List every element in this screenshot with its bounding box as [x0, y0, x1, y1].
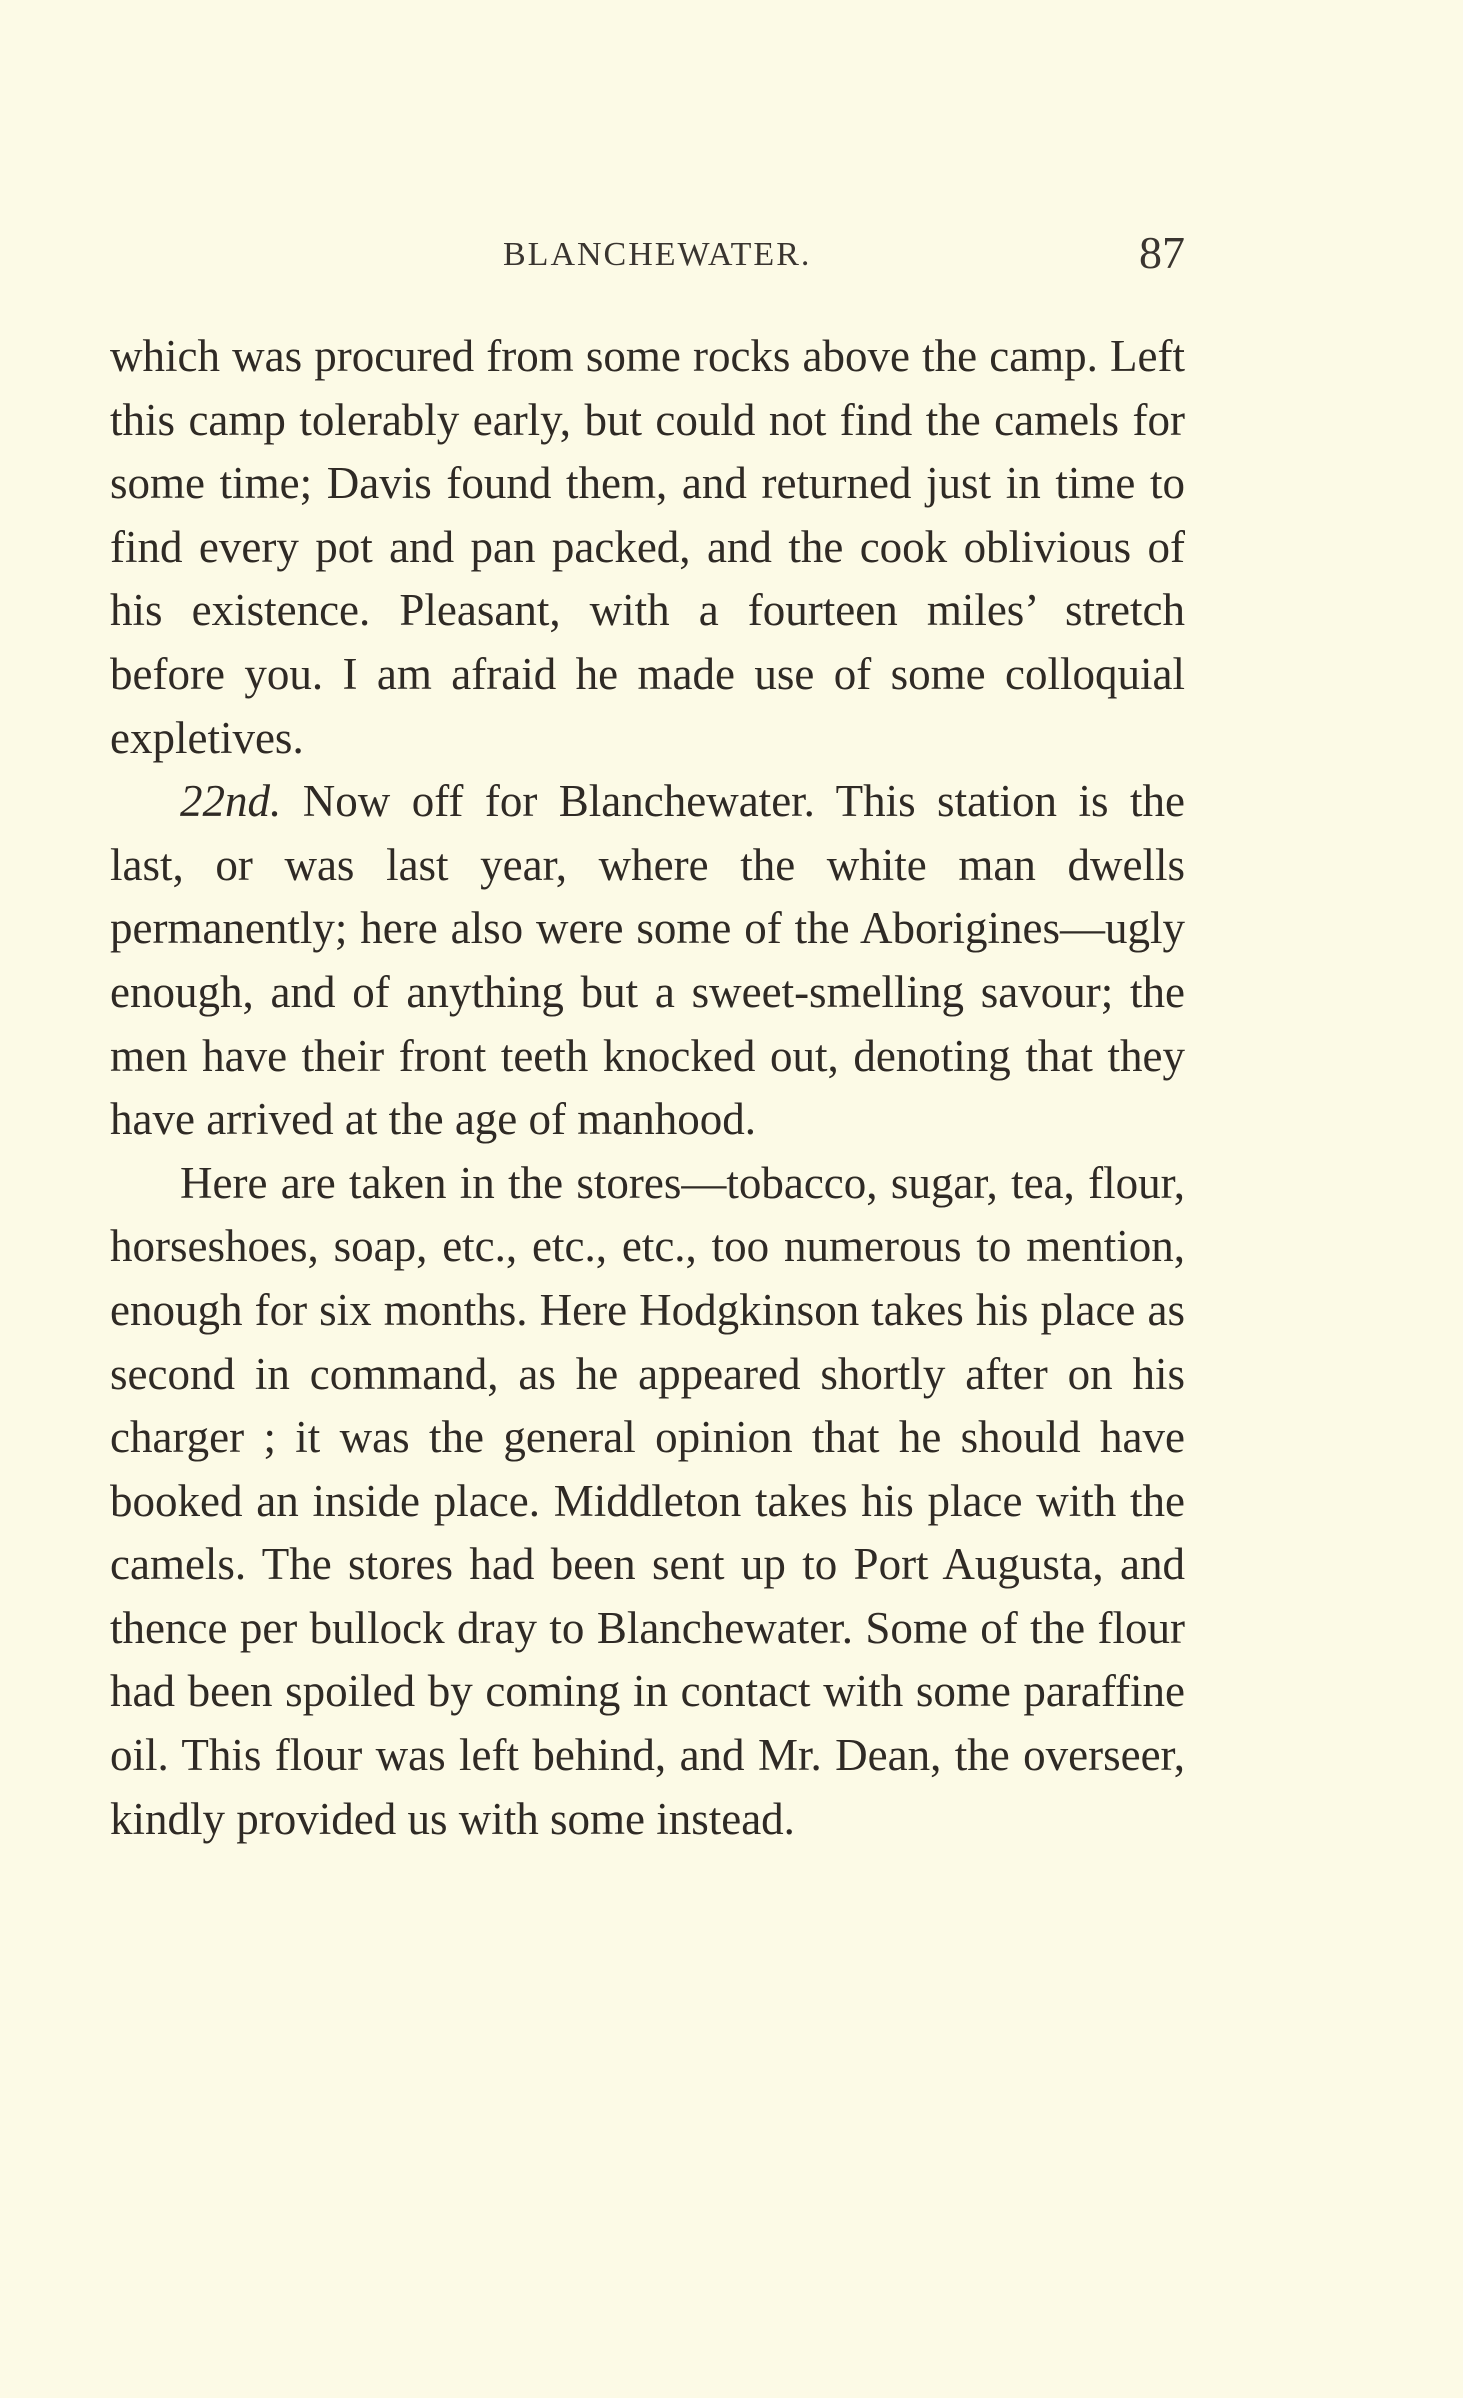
running-title: BLANCHEWATER. [503, 236, 812, 273]
page-number: 87 [1139, 227, 1185, 278]
paragraph-3: Here are taken in the stores—tobacco, sugar, tea, flour, horseshoes, soap, etc., etc., etc., too numerous to mention, enough for six months. Here Hodgkinson takes his place as second in command, as he appeared shortly after on his charger ; it was the general opinion that he should have booked an inside place. Middleton takes his place with the camels. The stores had been sent up to Port Augusta, and thence per bullock dray to Blanchewater. Some of the flour had been spoiled by coming in contact with some paraffine oil. This flour was left behind, and Mr. Dean, the overseer, kindly provided us with some instead. [110, 1157, 1185, 1844]
paragraph-1: which was procured from some rocks above the camp. Left this camp tolerably early, but could not find the camels for some time; Davis found them, and returned just in time to find every pot and pan packed, and the cook oblivious of his existence. Pleasant, with a fourteen miles’ stretch before you. I am afraid he made use of some colloquial expletives. [110, 331, 1185, 763]
date-22nd: 22nd. [180, 776, 282, 827]
body-text [110, 325, 1185, 1851]
running-head [110, 226, 1185, 286]
paragraph-2-text: Now off for Blanchewater. This station is the last, or was last year, where the white man dwells permanently; here also were some of the Aborigines—ugly enough, and of anything but a sweet-smelling savour; the men have their front teeth knocked out, denoting that they have arrived at the age of manhood. [110, 776, 1185, 1145]
paragraph-2 [110, 770, 1185, 1152]
